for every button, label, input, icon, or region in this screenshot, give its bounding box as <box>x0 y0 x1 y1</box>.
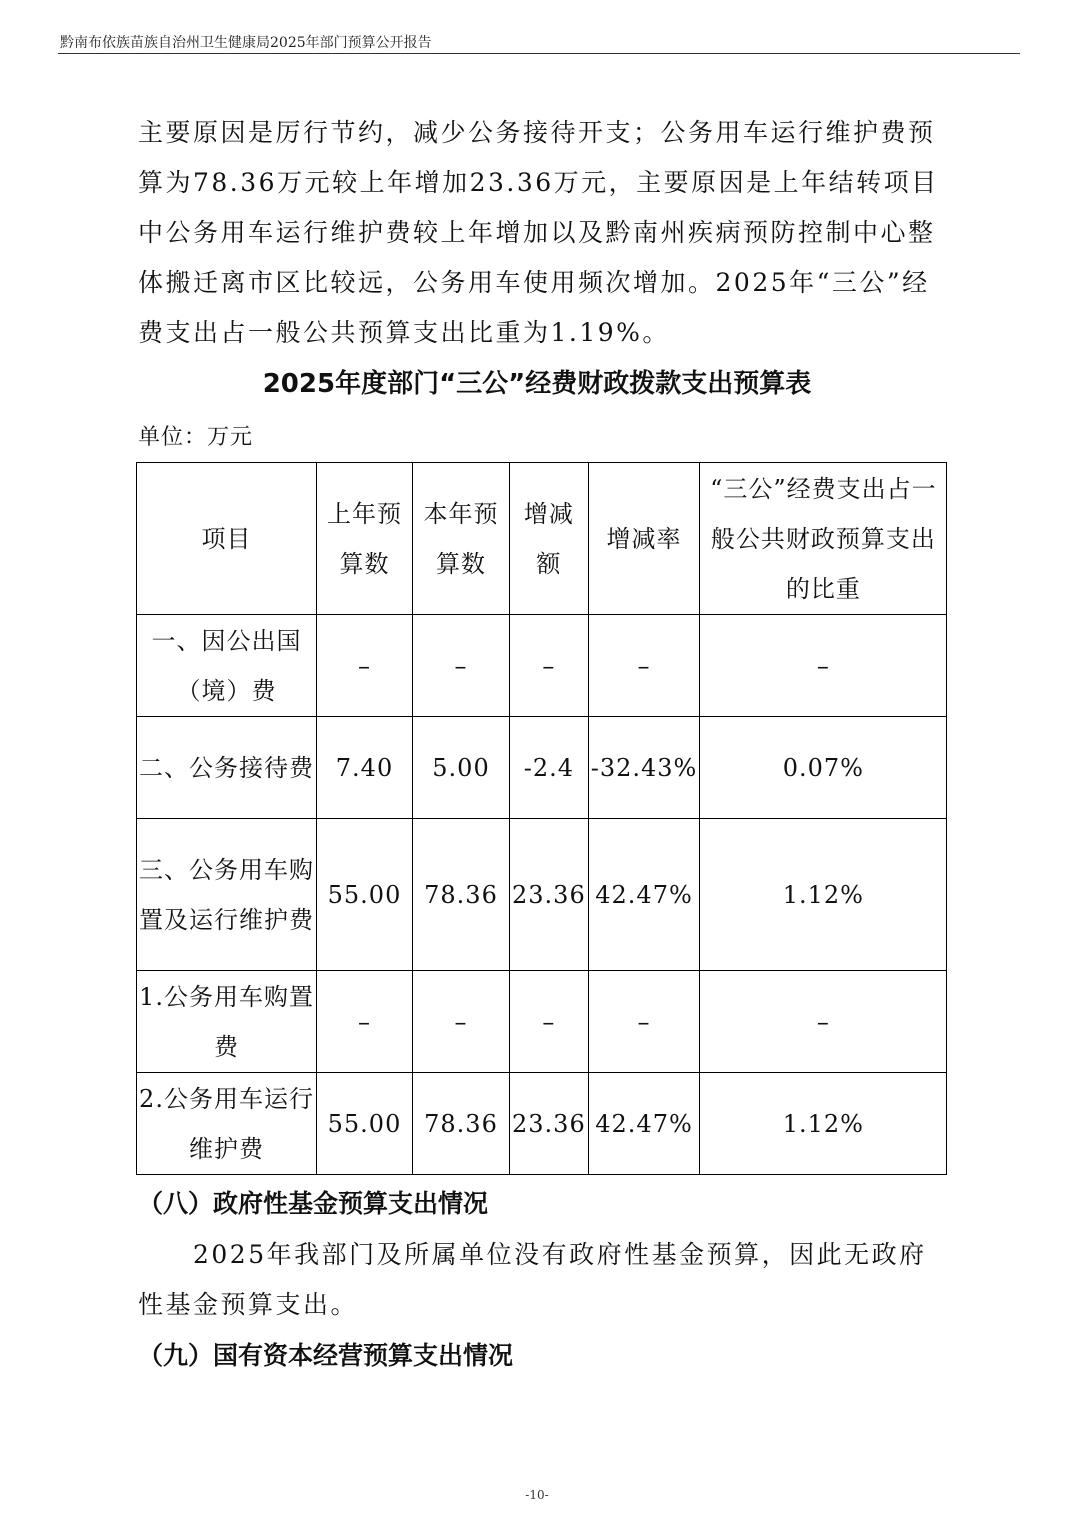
header-item: 项目 <box>137 463 317 615</box>
row-rate: 42.47% <box>588 819 700 971</box>
row-rate: – <box>588 615 700 717</box>
row-item: 2.公务用车运行维护费 <box>137 1073 317 1175</box>
row-item: 一、因公出国（境）费 <box>137 615 317 717</box>
table-row <box>137 615 947 717</box>
row-share: – <box>700 615 947 717</box>
row-rate: -32.43% <box>588 717 700 819</box>
row-change: -2.4 <box>510 717 589 819</box>
header-divider <box>58 53 1020 54</box>
header-change: 增减额 <box>510 463 589 615</box>
row-share: – <box>700 971 947 1073</box>
row-item: 二、公务接待费 <box>137 717 317 819</box>
row-curr: – <box>413 971 510 1073</box>
section-9-heading: （九）国有资本经营预算支出情况 <box>138 1341 514 1370</box>
row-curr: 5.00 <box>413 717 510 819</box>
row-curr: – <box>413 615 510 717</box>
row-prev: 55.00 <box>317 1073 413 1175</box>
table-row <box>137 1073 947 1175</box>
row-change: – <box>510 971 589 1073</box>
page-number: -10- <box>525 1488 549 1502</box>
table-unit: 单位：万元 <box>138 425 254 450</box>
row-curr: 78.36 <box>413 1073 510 1175</box>
row-item: 1.公务用车购置费 <box>137 971 317 1073</box>
row-share: 1.12% <box>700 819 947 971</box>
row-rate: 42.47% <box>588 1073 700 1175</box>
row-change: – <box>510 615 589 717</box>
running-header: 黔南布依族苗族自治州卫生健康局2025年部门预算公开报告 <box>60 35 432 51</box>
row-prev: 7.40 <box>317 717 413 819</box>
header-share: “三公”经费支出占一般公共财政预算支出的比重 <box>700 463 947 615</box>
row-share: 1.12% <box>700 1073 947 1175</box>
header-this-year: 本年预算数 <box>413 463 510 615</box>
header-change-rate: 增减率 <box>588 463 700 615</box>
table-header-row <box>137 463 947 615</box>
table-row <box>137 819 947 971</box>
row-prev: 55.00 <box>317 819 413 971</box>
header-prev-year: 上年预算数 <box>317 463 413 615</box>
table-title: 2025年度部门“三公”经费财政拨款支出预算表 <box>262 369 812 399</box>
table-row <box>137 971 947 1073</box>
table-row <box>137 717 947 819</box>
section-8-heading: （八）政府性基金预算支出情况 <box>138 1189 489 1218</box>
row-item: 三、公务用车购置及运行维护费 <box>137 819 317 971</box>
budget-table <box>136 462 947 1175</box>
row-curr: 78.36 <box>413 819 510 971</box>
row-rate: – <box>588 971 700 1073</box>
row-change: 23.36 <box>510 1073 589 1175</box>
row-prev: – <box>317 615 413 717</box>
section-8-body: 2025年我部门及所属单位没有政府性基金预算，因此无政府性基金预算支出。 <box>138 1240 927 1319</box>
row-share: 0.07% <box>700 717 947 819</box>
row-change: 23.36 <box>510 819 589 971</box>
row-prev: – <box>317 971 413 1073</box>
intro-paragraph: 主要原因是厉行节约，减少公务接待开支；公务用车运行维护费预算为78.36万元较上年增加23.36万元，主要原因是上年结转项目中公务用车运行维护费较上年增加以及黔南州疾病预防控制中心整体搬迁离市区比较远，公务用车使用频次增加。2025年“三公”经费支出占一般公共预算支出比重为1.19%。 <box>138 118 939 347</box>
